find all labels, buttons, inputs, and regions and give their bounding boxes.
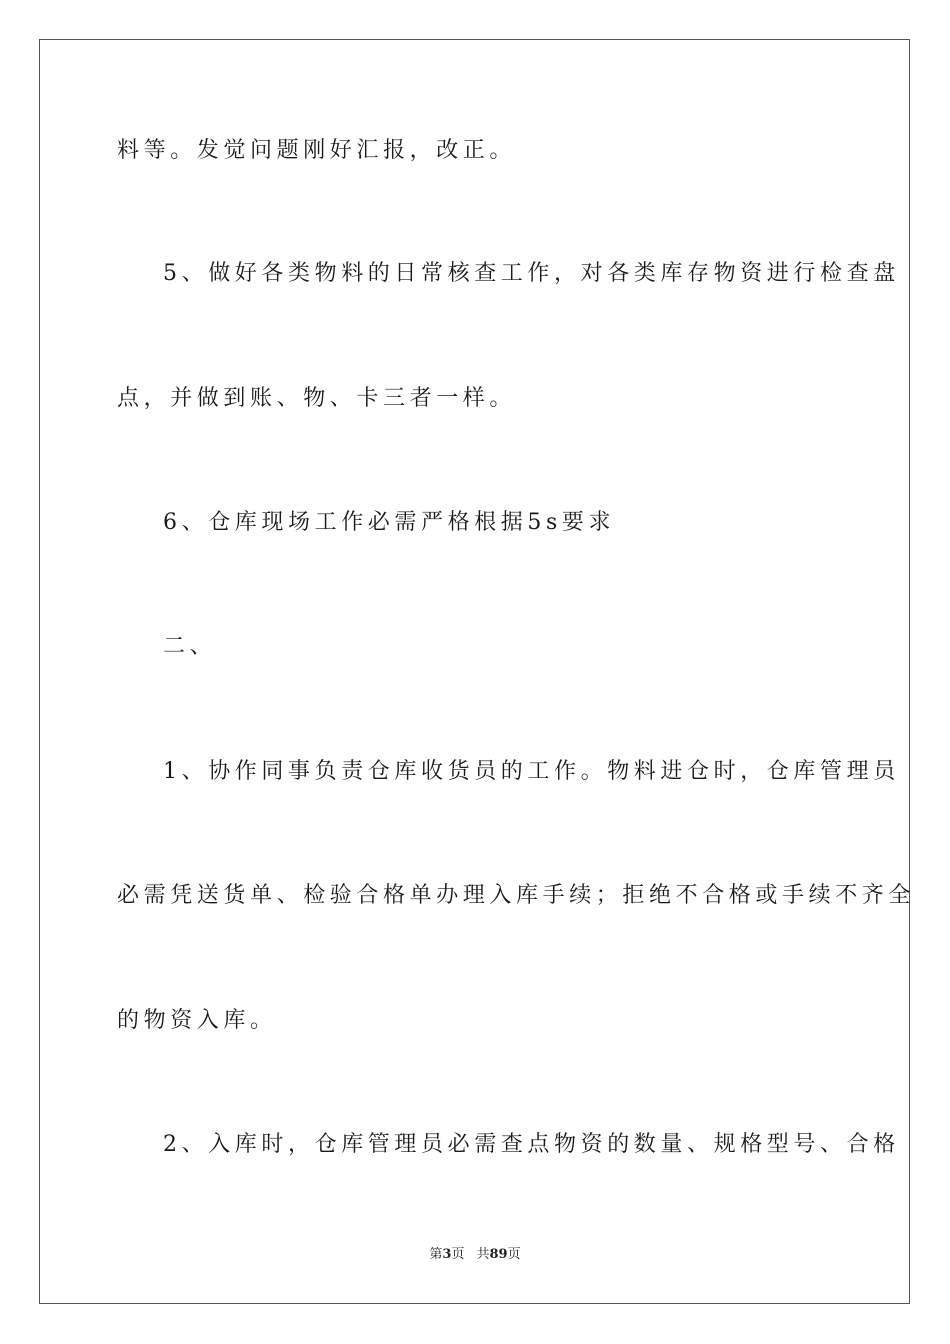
body-line-1: 料等。发觉问题刚好汇报，改正。 [117,138,517,163]
body-line-4: 6、仓库现场工作必需严格根据5s要求 [163,510,616,535]
body-line-9: 2、入库时，仓库管理员必需查点物资的数量、规格型号、合格 [163,1132,900,1157]
section-heading: 二、 [163,634,217,659]
footer-total-prefix: 共 [476,1247,490,1262]
body-line-2: 5、做好各类物料的日常核查工作，对各类库存物资进行检查盘 [163,261,900,286]
page-frame [39,39,910,1304]
body-line-6: 1、协作同事负责仓库收货员的工作。物料进仓时，仓库管理员 [163,759,900,784]
footer-page-prefix: 第 [429,1247,443,1262]
body-line-3: 点，并做到账、物、卡三者一样。 [117,386,517,411]
footer-total-suffix: 页 [507,1247,521,1262]
footer-total-pages: 89 [489,1247,508,1262]
body-line-7: 必需凭送货单、检验合格单办理入库手续；拒绝不合格或手续不齐全 [117,883,916,908]
body-line-8: 的物资入库。 [117,1008,277,1033]
footer-page-number: 3 [442,1247,452,1262]
footer-page-suffix: 页 [451,1247,465,1262]
page-footer [0,1245,950,1265]
